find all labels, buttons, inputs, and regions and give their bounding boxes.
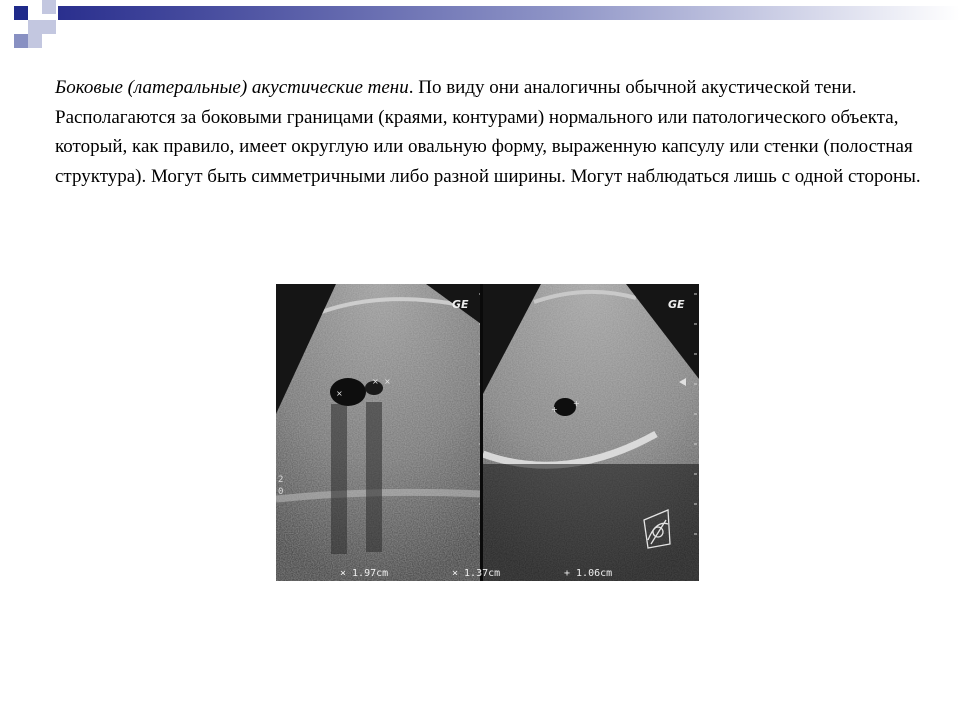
ultrasound-image: [276, 284, 699, 581]
right-ge-logo: GE: [668, 298, 685, 311]
lead-term: Боковые (латеральные) акустические тени: [55, 77, 409, 98]
left-ge-logo: GE: [452, 298, 469, 311]
deco-square: [28, 20, 42, 34]
measurement-1: × 1.97cm: [340, 568, 389, 579]
body-text: . По виду они аналогичны обычной акустической тени. Располагаются за боковыми границами (краями, контурами) нормального или патологического объекта, который, как правило, имеет округлую или овальную форму, выраженную капсулу или стенки (полостная структура). Могут быть симметричными либо разной ширины. Могут наблюдаться лишь с одной стороны.: [55, 77, 921, 187]
deco-square: [42, 20, 56, 34]
svg-text:+: +: [573, 399, 580, 408]
left-side-number: 0: [278, 487, 284, 497]
slide-paragraph: [55, 73, 935, 191]
svg-text:×: ×: [336, 389, 343, 398]
header-gradient-bar: [58, 6, 960, 20]
deco-square: [42, 0, 56, 14]
header-decoration: [0, 0, 960, 60]
svg-text:+: +: [551, 405, 558, 414]
measurement-3: + 1.06cm: [564, 568, 613, 579]
measurement-2: × 1.37cm: [452, 568, 501, 579]
deco-square: [28, 34, 42, 48]
deco-square: [14, 34, 28, 48]
svg-text:×: ×: [384, 377, 391, 386]
left-side-number: 2: [278, 475, 284, 485]
svg-text:×: ×: [372, 377, 379, 386]
deco-square: [14, 6, 28, 20]
